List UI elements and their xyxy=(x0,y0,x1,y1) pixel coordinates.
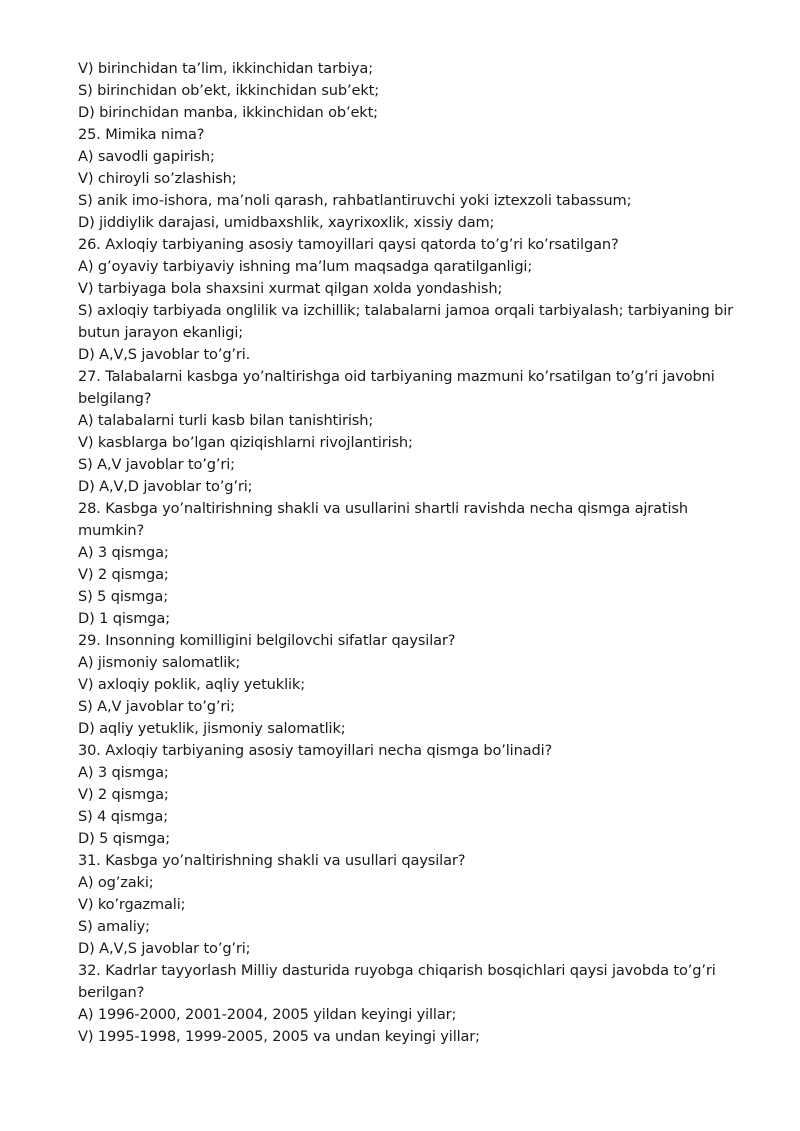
answer-option: A) 3 qismga; xyxy=(78,544,169,561)
text-line: S) birinchidan ob’ekt, ikkinchidan sub’ekt; xyxy=(78,82,379,99)
answer-option: A) 3 qismga; xyxy=(78,764,169,781)
question-29: 29. Insonning komilligini belgilovchi sifatlar qaysilar? xyxy=(78,632,456,649)
answer-option: D) jiddiylik darajasi, umidbaxshlik, xayrixoxlik, xissiy dam; xyxy=(78,214,495,231)
question-28: 28. Kasbga yo’naltirishning shakli va usullarini shartli ravishda necha qismga ajratish mumkin? xyxy=(78,500,688,539)
question-25: 25. Mimika nima? xyxy=(78,126,205,143)
answer-option: S) amaliy; xyxy=(78,918,150,935)
question-32: 32. Kadrlar tayyorlash Milliy dasturida ruyobga chiqarish bosqichlari qaysi javobda to’g’ri berilgan? xyxy=(78,962,716,1001)
answer-option: V) tarbiyaga bola shaxsini xurmat qilgan xolda yondashish; xyxy=(78,280,503,297)
answer-option: D) A,V,S javoblar to’g’ri. xyxy=(78,346,251,363)
answer-option: V) 2 qismga; xyxy=(78,566,169,583)
answer-option: S) 4 qismga; xyxy=(78,808,168,825)
answer-option: A) jismoniy salomatlik; xyxy=(78,654,241,671)
answer-option: V) 2 qismga; xyxy=(78,786,169,803)
answer-option: D) 5 qismga; xyxy=(78,830,170,847)
answer-option: D) aqliy yetuklik, jismoniy salomatlik; xyxy=(78,720,346,737)
answer-option: D) A,V,S javoblar to’g’ri; xyxy=(78,940,251,957)
answer-option: V) ko’rgazmali; xyxy=(78,896,186,913)
answer-option: S) anik imo-ishora, ma’noli qarash, rahbatlantiruvchi yoki iztexzoli tabassum; xyxy=(78,192,632,209)
text-line: D) birinchidan manba, ikkinchidan ob’ekt; xyxy=(78,104,378,121)
answer-option: A) savodli gapirish; xyxy=(78,148,215,165)
question-30: 30. Axloqiy tarbiyaning asosiy tamoyillari necha qismga bo’linadi? xyxy=(78,742,553,759)
answer-option: D) A,V,D javoblar to’g’ri; xyxy=(78,478,253,495)
answer-option: V) 1995-1998, 1999-2005, 2005 va undan keyingi yillar; xyxy=(78,1028,480,1045)
answer-option: A) 1996-2000, 2001-2004, 2005 yildan keyingi yillar; xyxy=(78,1006,457,1023)
answer-option: S) A,V javoblar to’g’ri; xyxy=(78,456,235,473)
answer-option: S) A,V javoblar to’g’ri; xyxy=(78,698,235,715)
answer-option: S) axloqiy tarbiyada onglilik va izchillik; talabalarni jamoa orqali tarbiyalash; tarbiyaning bir butun jarayon ekanligi; xyxy=(78,302,734,341)
answer-option: S) 5 qismga; xyxy=(78,588,168,605)
question-31: 31. Kasbga yo’naltirishning shakli va usullari qaysilar? xyxy=(78,852,466,869)
answer-option: A) g’oyaviy tarbiyaviy ishning ma’lum maqsadga qaratilganligi; xyxy=(78,258,533,275)
answer-option: A) og’zaki; xyxy=(78,874,154,891)
question-27: 27. Talabalarni kasbga yo’naltirishga oid tarbiyaning mazmuni ko’rsatilgan to’g’ri javobni belgilang? xyxy=(78,368,715,407)
answer-option: A) talabalarni turli kasb bilan tanishtirish; xyxy=(78,412,374,429)
answer-option: V) kasblarga bo’lgan qiziqishlarni rivojlantirish; xyxy=(78,434,413,451)
answer-option: V) chiroyli so’zlashish; xyxy=(78,170,237,187)
text-line: V) birinchidan ta’lim, ikkinchidan tarbiya; xyxy=(78,60,373,77)
answer-option: D) 1 qismga; xyxy=(78,610,170,627)
answer-option: V) axloqiy poklik, aqliy yetuklik; xyxy=(78,676,305,693)
question-list xyxy=(78,58,758,1048)
question-26: 26. Axloqiy tarbiyaning asosiy tamoyillari qaysi qatorda to’g’ri ko’rsatilgan? xyxy=(78,236,619,253)
